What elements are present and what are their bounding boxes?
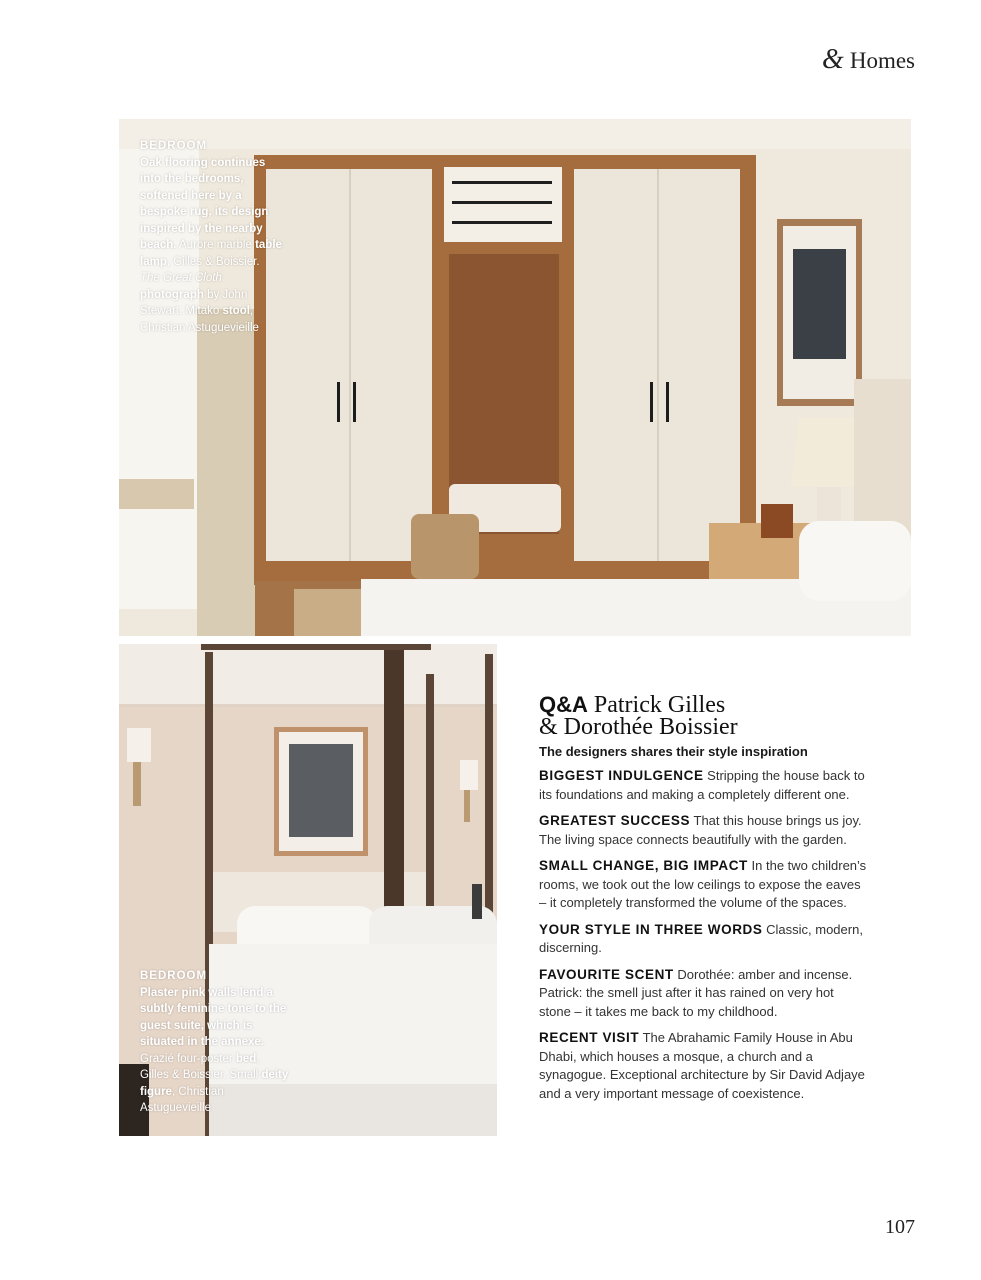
qa-answer: Dorothée: amber and incense. Patrick: the smell just after it has rained on very hot stone – it takes me back to my childhood.: [539, 966, 853, 1019]
qa-question: YOUR STYLE IN THREE WORDS: [539, 921, 763, 937]
qa-mark: Q&A: [539, 692, 588, 717]
qa-item: [539, 767, 869, 804]
qa-section: [539, 694, 869, 1111]
qa-subtitle: The designers shares their style inspiration: [539, 744, 808, 759]
caption-section-label: BEDROOM: [140, 970, 208, 982]
caption-text: by John Stewart. Mitako: [140, 288, 248, 317]
qa-answer: The Abrahamic Family House in Abu Dhabi, which houses a mosque, a church and a synagogue. Exceptional architecture by Sir David Adjaye and a very important message of coexistence.: [539, 1030, 865, 1101]
caption-section-label: BEDROOM: [140, 140, 208, 152]
qa-answer: Stripping the house back to its foundations and making a completely different one.: [539, 768, 865, 802]
qa-title: [539, 694, 869, 738]
qa-item: [539, 857, 869, 913]
caption-text: , Christian Astuguevieille: [140, 305, 259, 334]
caption-lead: Plaster pink walls lend a subtly feminine tone to the guest suite, which is situated in the annexe.: [140, 986, 287, 1048]
caption-item: photograph: [140, 288, 204, 301]
section-header: [822, 44, 915, 76]
page-number: 107: [885, 1216, 915, 1238]
qa-item: [539, 812, 869, 849]
qa-answer: In the two children’s rooms, we took out the low ceilings to expose the eaves – it completely transformed the volume of the spaces.: [539, 858, 867, 910]
qa-item: [539, 966, 869, 1022]
qa-answer: Classic, modern, discerning.: [539, 921, 863, 955]
photo-caption-bottom: [140, 968, 290, 1117]
caption-lead: Oak flooring continues into the bedrooms, softened here by a bespoke rug, its design inspired by the nearby beach.: [140, 156, 269, 251]
qa-question: SMALL CHANGE, BIG IMPACT: [539, 858, 748, 873]
caption-text: Grazié four-poster: [140, 1052, 236, 1065]
qa-answer: That this house brings us joy. The living space connects beautifully with the garden.: [539, 813, 862, 847]
caption-item: table lamp: [140, 239, 282, 268]
qa-question: BIGGEST INDULGENCE: [539, 768, 704, 783]
qa-question: RECENT VISIT: [539, 1030, 640, 1045]
caption-item: stool: [222, 305, 250, 317]
qa-name-line2: & Dorothée Boissier: [539, 714, 738, 740]
caption-item: deity figure: [140, 1069, 289, 1098]
caption-text: , Christian Astuguevieille: [140, 1085, 224, 1114]
caption-text: , Gilles & Boissier. Small: [140, 1052, 262, 1081]
qa-item: [539, 1029, 869, 1103]
caption-title: The Great Cloth: [140, 272, 222, 284]
caption-item: bed: [235, 1052, 257, 1065]
qa-question: FAVOURITE SCENT: [539, 966, 674, 982]
caption-text: , Gilles & Boissier.: [166, 255, 260, 268]
ampersand-logo: &: [822, 44, 844, 75]
qa-question: GREATEST SUCCESS: [539, 813, 691, 828]
photo-caption-top: [140, 138, 282, 336]
qa-name-line1: Patrick Gilles: [587, 692, 726, 718]
caption-text: Aurore marble: [176, 239, 256, 251]
section-name: Homes: [849, 48, 915, 73]
qa-item: [539, 921, 869, 958]
